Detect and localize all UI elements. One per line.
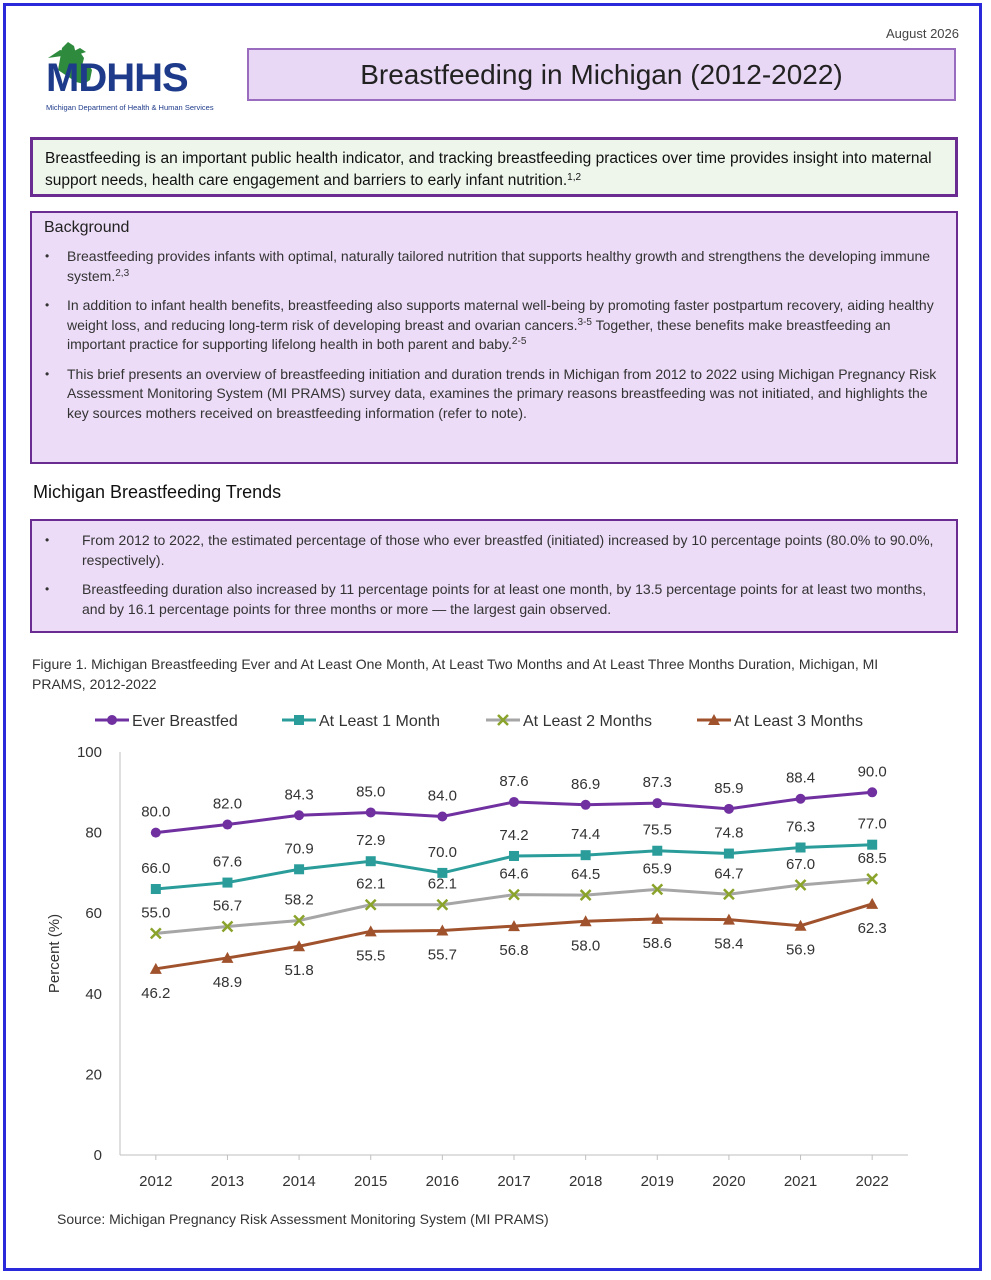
data-point — [294, 864, 304, 874]
x-tick-label: 2014 — [282, 1173, 316, 1190]
data-label: 74.8 — [714, 824, 744, 842]
y-axis-label: Percent (%) — [46, 913, 63, 994]
data-label: 87.6 — [499, 772, 529, 790]
x-tick-label: 2020 — [712, 1173, 746, 1190]
data-label: 85.0 — [356, 783, 386, 801]
data-label: 68.5 — [857, 849, 887, 867]
data-point — [151, 828, 161, 838]
data-label: 58.4 — [714, 935, 744, 953]
x-tick-label: 2013 — [210, 1173, 245, 1190]
y-tick-label: 60 — [85, 905, 102, 923]
data-point — [724, 804, 734, 814]
list-item: • In addition to infant health benefits, breastfeeding also supports maternal well-being by promoting faster postpartum recovery, aiding healthy weight loss, and reducing long-term risk of developing breast and ovarian cancers.$^{3-5}$ Together, these benefits make breastfeeding an important practice for supporting lifelong health in both parent and baby.$^{2-5}$ — [45, 297, 934, 352]
data-point — [509, 851, 519, 861]
data-label: 80.0 — [141, 803, 171, 821]
data-point — [652, 846, 662, 856]
mdhhs-logo — [40, 40, 240, 120]
data-point — [724, 849, 734, 859]
data-label: 86.9 — [571, 775, 601, 793]
data-label: 70.9 — [284, 840, 314, 858]
background-box — [30, 211, 958, 464]
logo-subtext: Michigan Department of Health & Human Services — [46, 103, 214, 112]
x-tick-label: 2019 — [640, 1173, 674, 1190]
data-label: 51.8 — [284, 962, 314, 980]
y-tick-label: 80 — [85, 824, 102, 842]
legend-marker — [294, 715, 304, 725]
trends-list — [44, 531, 942, 619]
legend-label: At Least 3 Months — [734, 713, 863, 730]
x-tick-label: 2015 — [354, 1173, 388, 1190]
data-label: 46.2 — [141, 984, 171, 1002]
trends-heading: Michigan Breastfeeding Trends — [33, 482, 282, 502]
legend-label: Ever Breastfed — [132, 713, 238, 730]
data-label: 67.0 — [785, 855, 816, 873]
data-label: 55.7 — [427, 946, 457, 964]
data-label: 62.1 — [427, 875, 457, 893]
data-label: 65.9 — [642, 860, 672, 878]
data-label: 56.9 — [785, 941, 816, 959]
data-label: 90.0 — [857, 763, 887, 781]
line-chart — [0, 700, 991, 1200]
data-label: 58.2 — [284, 891, 314, 909]
data-label: 55.0 — [141, 904, 171, 922]
data-label: 67.6 — [212, 853, 243, 871]
x-tick-label: 2022 — [855, 1173, 889, 1190]
list-item: • Breastfeeding duration also increased by 11 percentage points for at least one month, by 13.5 percentage points for at least two months, and by 16.1 percentage points for three months or more — the largest gain observed. — [45, 581, 927, 617]
data-label: 84.0 — [427, 787, 457, 805]
data-point — [222, 820, 232, 830]
data-label: 58.6 — [642, 934, 672, 952]
data-label: 76.3 — [785, 818, 816, 836]
data-point — [437, 811, 447, 821]
background-list — [44, 247, 942, 423]
x-tick-label: 2012 — [139, 1173, 173, 1190]
legend-marker — [107, 715, 117, 725]
data-point — [796, 843, 806, 853]
intro-text: Breastfeeding is an important public health indicator, and tracking breastfeeding practices over time provides insight into maternal support needs, health care engagement and barriers to early infant nutrition. — [45, 150, 932, 189]
data-label: 77.0 — [857, 815, 887, 833]
data-point — [509, 797, 519, 807]
y-tick-label: 40 — [85, 985, 102, 1003]
x-tick-label: 2018 — [568, 1173, 603, 1190]
data-label: 56.7 — [212, 897, 243, 915]
data-point — [151, 884, 161, 894]
data-label: 62.3 — [857, 919, 887, 937]
data-point — [294, 810, 304, 820]
data-label: 72.9 — [356, 832, 386, 850]
data-point — [867, 787, 877, 797]
data-point — [366, 856, 376, 866]
data-label: 84.3 — [284, 786, 314, 804]
data-point — [222, 878, 232, 888]
data-label: 48.9 — [212, 973, 243, 991]
data-label: 88.4 — [785, 769, 816, 787]
data-point — [867, 840, 877, 850]
data-label: 75.5 — [642, 821, 672, 839]
legend-label: At Least 1 Month — [319, 713, 440, 730]
page-title: Breastfeeding in Michigan (2012-2022) — [247, 48, 956, 101]
data-point — [866, 898, 878, 909]
intro-citation: 1,2 — [567, 172, 582, 183]
data-label: 64.6 — [499, 865, 529, 883]
y-tick-label: 20 — [85, 1066, 102, 1084]
publication-date: August 2026 — [885, 26, 959, 41]
list-item: • This brief presents an overview of breastfeeding initiation and duration trends in Michigan from 2012 to 2022 using Michigan Pregnancy Risk Assessment Monitoring System (MI PRAMS) survey data, examines the primary reasons breastfeeding was not initiated, and highlights the key sources mothers received on breastfeeding information (refer to note). — [45, 365, 937, 421]
data-label: 58.0 — [571, 937, 601, 955]
data-label: 85.9 — [714, 779, 744, 797]
trends-box — [30, 519, 958, 633]
data-point — [796, 794, 806, 804]
data-point — [581, 800, 591, 810]
data-label: 62.1 — [356, 875, 386, 893]
data-label: 70.0 — [427, 843, 457, 861]
list-item: • Breastfeeding provides infants with optimal, naturally tailored nutrition that supports healthy growth and strengthens the developing immune system.$^{2,3}$ — [45, 248, 931, 284]
legend-label: At Least 2 Months — [523, 713, 652, 730]
data-label: 55.5 — [356, 947, 386, 965]
data-label: 82.0 — [212, 795, 243, 813]
data-label: 64.7 — [714, 865, 744, 883]
y-tick-label: 100 — [76, 744, 102, 761]
y-tick-label: 0 — [93, 1147, 102, 1164]
data-label: 66.0 — [141, 860, 171, 878]
source-note: Source: Michigan Pregnancy Risk Assessment Monitoring System (MI PRAMS) — [57, 1211, 549, 1227]
data-label: 87.3 — [642, 774, 672, 792]
background-heading: Background — [44, 219, 130, 236]
list-item: • From 2012 to 2022, the estimated percentage of those who ever breastfed (initiated) increased by 10 percentage points (80.0% to 90.0%, respectively). — [45, 532, 934, 568]
data-label: 74.4 — [571, 826, 601, 844]
figure-caption: Figure 1. Michigan Breastfeeding Ever and At Least One Month, At Least Two Months and At Least Three Months Duration, Michigan, MI PRAMS, 2012-2022 — [32, 656, 879, 692]
data-point — [652, 798, 662, 808]
data-label: 56.8 — [499, 942, 529, 960]
x-tick-label: 2017 — [497, 1173, 531, 1190]
data-point — [366, 807, 376, 817]
logo-wordmark: MDHHS — [46, 56, 188, 100]
x-tick-label: 2016 — [425, 1173, 460, 1190]
data-point — [581, 850, 591, 860]
data-label: 64.5 — [571, 866, 601, 884]
intro-callout — [30, 137, 958, 197]
data-label: 74.2 — [499, 826, 529, 844]
x-tick-label: 2021 — [783, 1173, 818, 1190]
